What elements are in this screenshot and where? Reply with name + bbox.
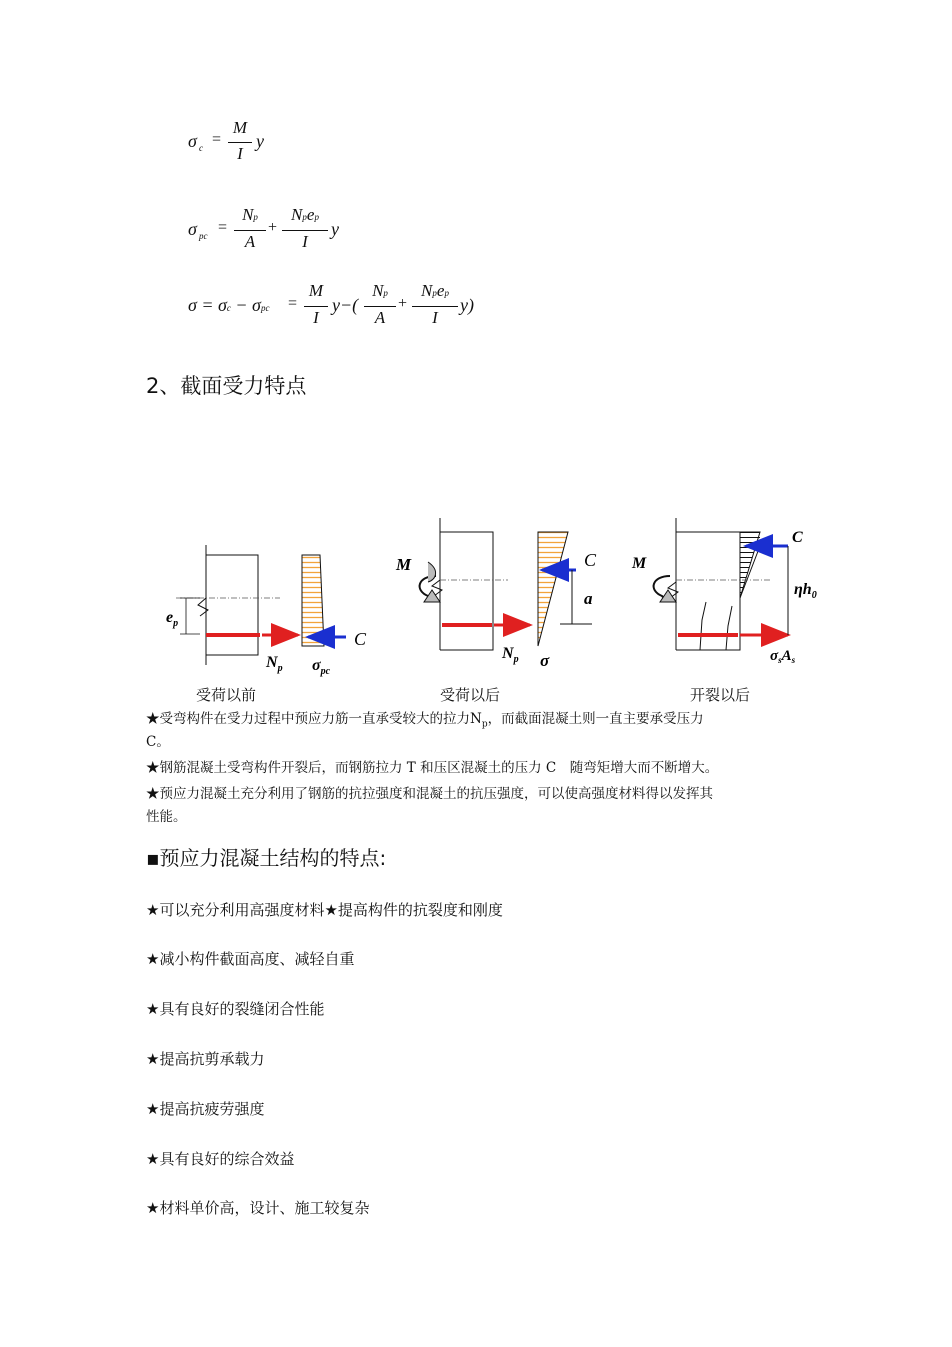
formula-num: M	[308, 281, 324, 300]
caption-after-cracking: 开裂以后	[690, 686, 751, 704]
formula-tail: y	[331, 219, 339, 239]
label-sigma-s-as: $\sigma_sA_s$	[770, 648, 796, 665]
formula-lhs: σ = σc − σpc	[188, 295, 270, 315]
section-stress-figure	[140, 510, 820, 680]
label-ep: $e_p$	[166, 609, 179, 629]
formula-lhs-sub: c	[199, 143, 203, 153]
label-sigma-pc: $\sigma_{pc}$	[312, 657, 331, 677]
formula-num: M	[232, 118, 248, 137]
formula-eq: =	[288, 295, 298, 312]
panel-after-loading	[420, 518, 592, 650]
label-np-1: $N_p$	[266, 654, 283, 674]
formula-term2-den: I	[302, 232, 308, 251]
note-3: ★预应力混凝土充分利用了钢筋的抗拉强度和混凝土的抗压强度，可以使高强度材料得以发挥其	[146, 786, 713, 802]
formula-term2-num: Npep	[421, 281, 449, 300]
label-c-3: C	[792, 529, 803, 546]
panel-after-cracking	[654, 518, 788, 650]
formula-tail: y)	[460, 295, 474, 315]
label-eta-h0: $\eta h_0$	[794, 581, 817, 601]
formula-term1-num: Np	[242, 205, 258, 224]
features-title: ▪预应力混凝土结构的特点:	[146, 846, 387, 870]
formula-lhs: σ	[188, 131, 197, 151]
feature-item: ★具有良好的综合效益	[146, 1150, 295, 1168]
formula-term1-den: A	[374, 308, 386, 327]
formula-sigma-pc	[188, 205, 388, 257]
note-1: ★受弯构件在受力过程中预应力筋一直承受较大的拉力$N_p$，而截面混凝土则一直主要承受压力	[146, 711, 704, 730]
feature-item: ★材料单价高，设计、施工较复杂	[146, 1199, 370, 1217]
label-np-2: $N_p$	[502, 645, 519, 665]
feature-item: ★具有良好的裂缝闭合性能	[146, 1000, 325, 1018]
formula-sigma-total	[188, 281, 508, 333]
formula-sigma-c	[188, 118, 308, 168]
label-a: a	[584, 589, 593, 608]
label-m-2: M	[396, 555, 412, 574]
section-heading: 2、截面受力特点	[146, 374, 307, 398]
label-c-2: C	[584, 550, 597, 570]
formula-plus: +	[398, 295, 408, 312]
label-sigma-2: σ	[540, 651, 550, 670]
feature-item: ★减小构件截面高度、减轻自重	[146, 950, 355, 968]
formula-mid: y−(	[332, 295, 359, 315]
note-2: ★钢筋混凝土受弯构件开裂后，而钢筋拉力 T 和压区混凝土的压力 C 随弯矩增大而不断增大。	[146, 760, 719, 776]
feature-item: ★提高抗疲劳强度	[146, 1100, 265, 1118]
formula-lhs: σ	[188, 219, 197, 239]
label-m-3: M	[632, 555, 647, 572]
formula-eq: =	[218, 219, 228, 236]
formula-term1-den: A	[244, 232, 256, 251]
note-3-cont: 性能。	[146, 809, 187, 825]
formula-den: I	[237, 144, 243, 163]
note-1-cont: C。	[146, 734, 170, 750]
caption-before-loading: 受荷以前	[196, 686, 257, 704]
caption-after-loading: 受荷以后	[440, 686, 501, 704]
panel-before-loading	[176, 545, 346, 665]
formula-tail: y	[256, 131, 264, 151]
formula-den: I	[313, 308, 319, 327]
formula-term2-den: I	[432, 308, 438, 327]
formula-term2-num: Npep	[291, 205, 319, 224]
feature-item: ★可以充分利用高强度材料★提高构件的抗裂度和刚度	[146, 901, 503, 919]
formula-plus: +	[268, 219, 278, 236]
formula-term1-num: Np	[372, 281, 388, 300]
feature-item: ★提高抗剪承载力	[146, 1050, 265, 1068]
label-c-1: C	[354, 629, 367, 649]
formula-eq: =	[212, 131, 222, 148]
formula-lhs-sub: pc	[199, 231, 208, 241]
